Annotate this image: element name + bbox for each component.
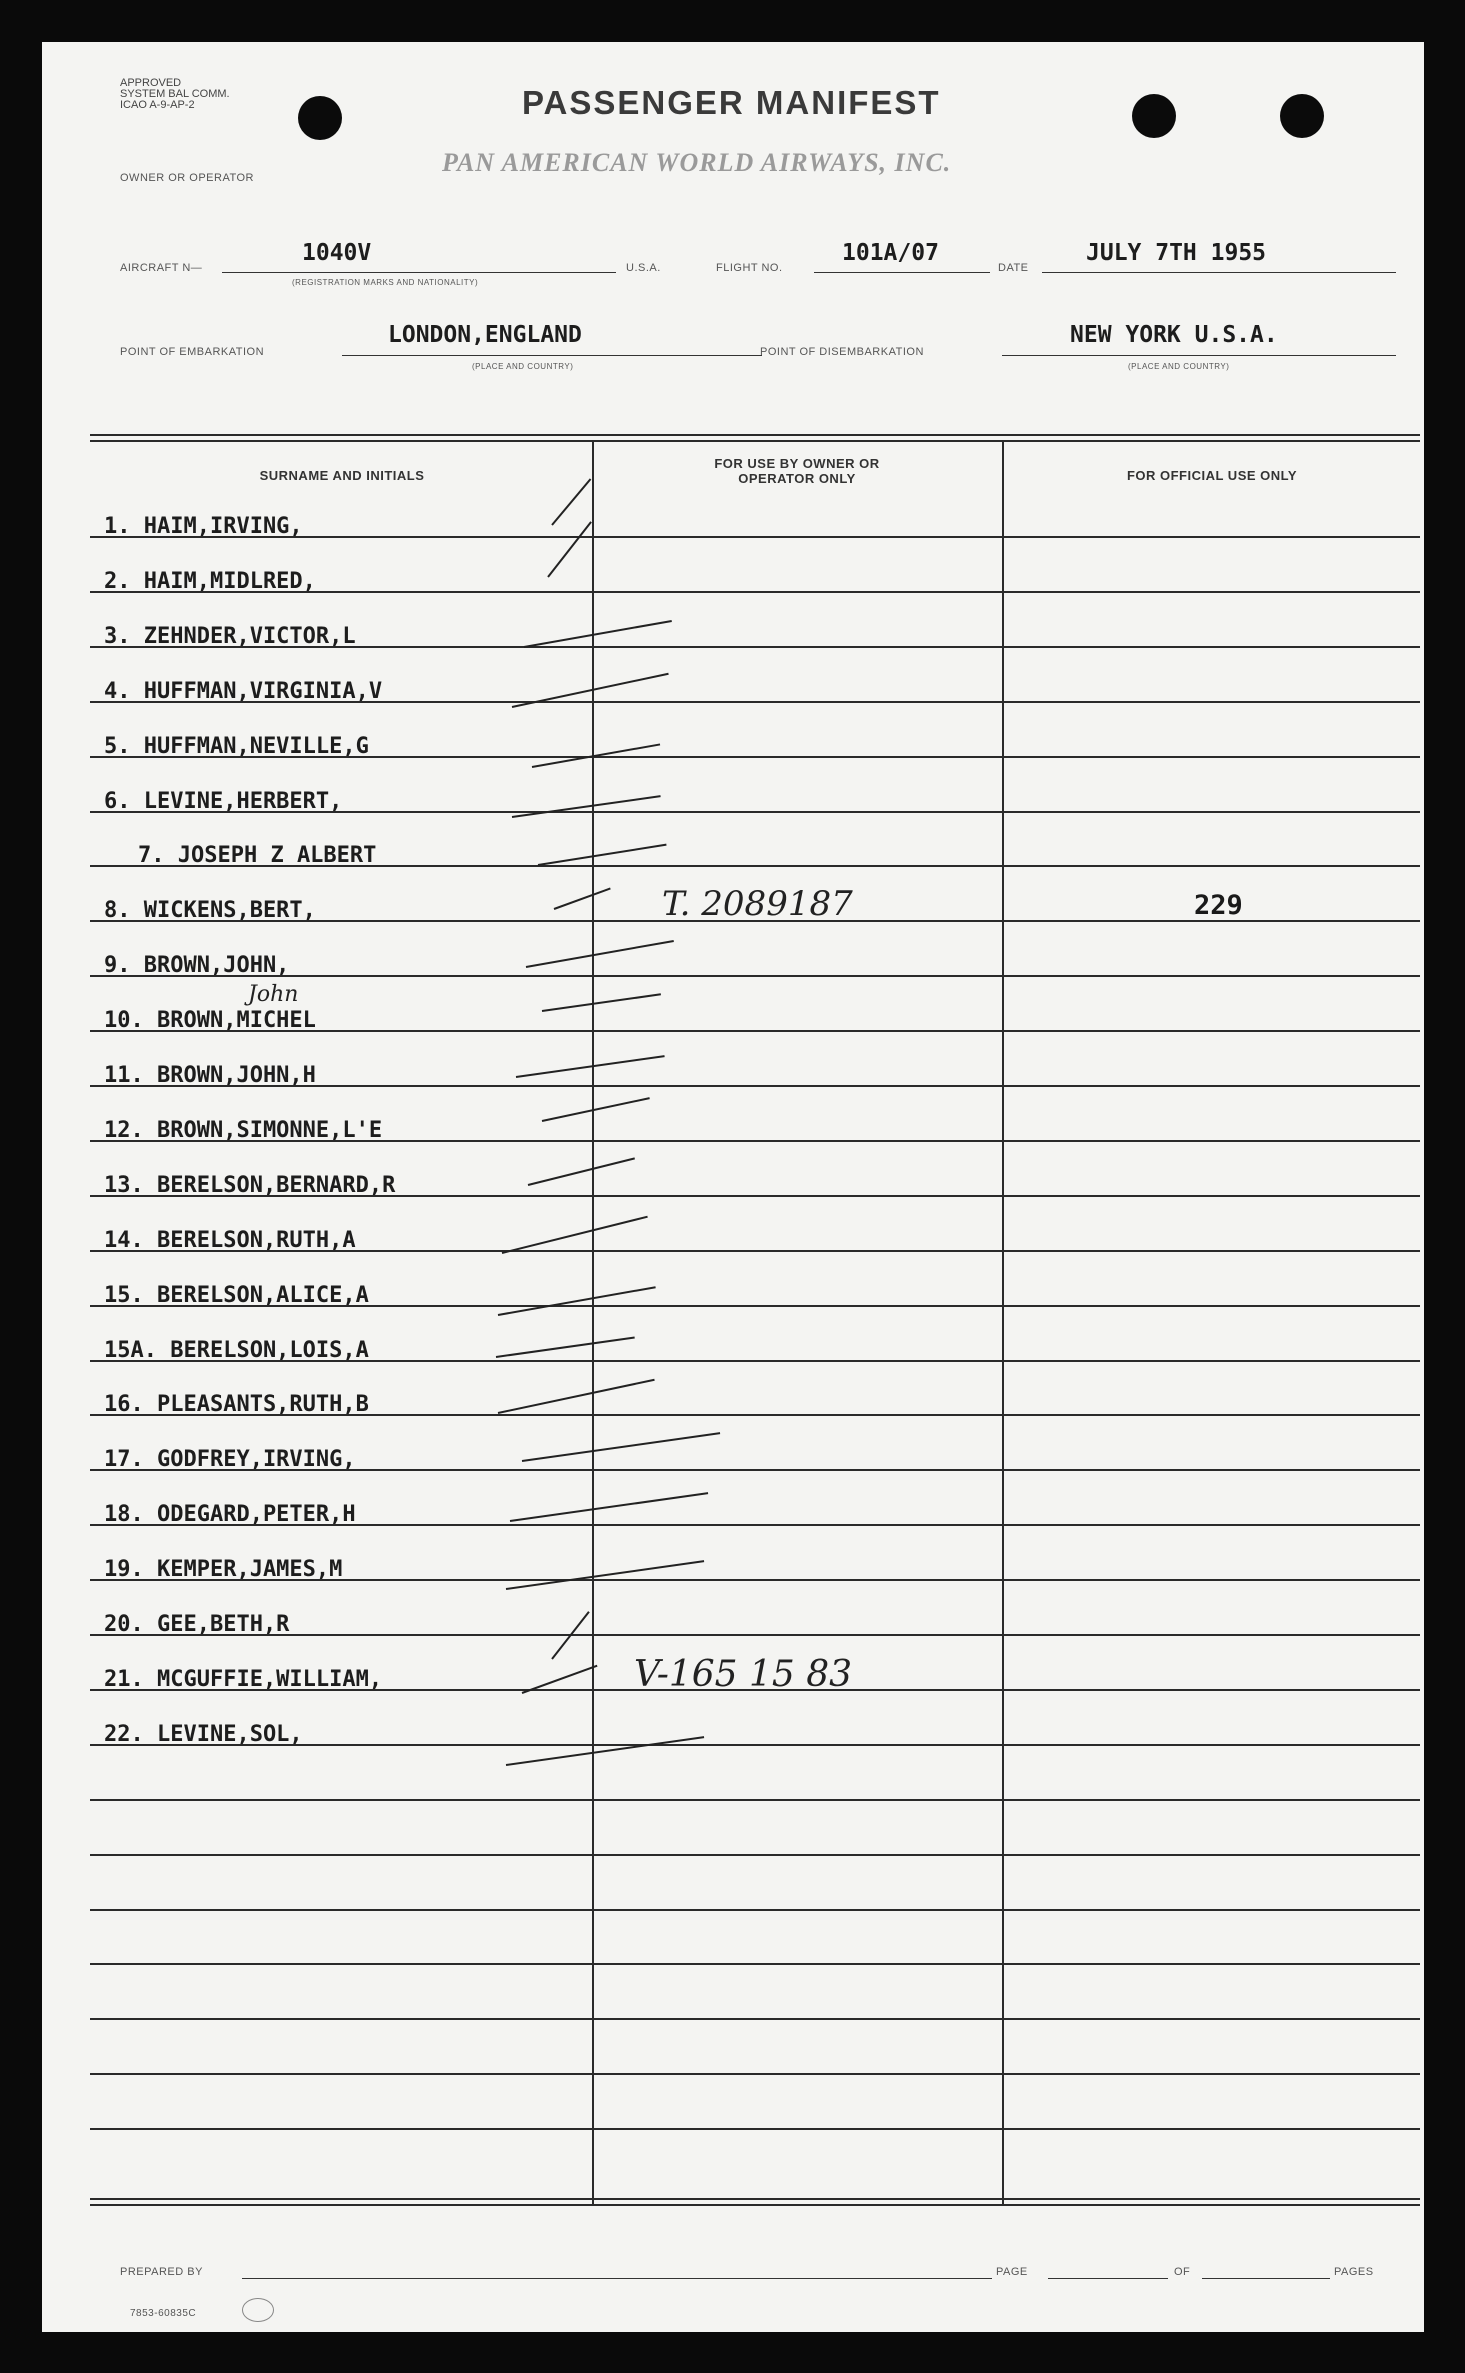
row-line: [90, 2073, 1420, 2075]
passenger-name: 16. PLEASANTS,RUTH,B: [104, 1392, 369, 1418]
passenger-name: 15. BERELSON,ALICE,A: [104, 1282, 369, 1308]
approval-line: APPROVED: [120, 77, 182, 89]
check-mark: [542, 1097, 650, 1122]
official-use-header: FOR OFFICIAL USE ONLY: [1126, 468, 1298, 483]
disembark-label: POINT OF DISEMBARKATION: [760, 346, 924, 358]
embark-label: POINT OF EMBARKATION: [120, 346, 265, 358]
aircraft-value: 1040V: [302, 240, 372, 266]
check-mark: [506, 1736, 704, 1766]
table-bottom-rule: [90, 2198, 1420, 2200]
passenger-name: 18. ODEGARD,PETER,H: [104, 1502, 356, 1528]
row-line: [90, 1634, 1420, 1636]
date-value: JULY 7TH 1955: [1086, 240, 1267, 266]
passenger-name: 8. WICKENS,BERT,: [104, 898, 316, 924]
punch-hole: [298, 96, 342, 140]
usa-label: U.S.A.: [626, 262, 661, 274]
passenger-name: 12. BROWN,SIMONNE,L'E: [104, 1117, 383, 1143]
row-line: [90, 1799, 1420, 1801]
company-name: PAN AMERICAN WORLD AIRWAYS, INC.: [442, 148, 952, 177]
passenger-name: 19. KEMPER,JAMES,M: [104, 1557, 343, 1583]
passenger-name: 13. BERELSON,BERNARD,R: [104, 1172, 396, 1198]
check-mark: [526, 940, 674, 968]
row-line: [90, 2128, 1420, 2130]
passenger-name: 3. ZEHNDER,VICTOR,L: [104, 623, 356, 649]
column-divider: [592, 440, 594, 2206]
check-mark: [496, 1337, 635, 1358]
check-mark: [538, 844, 667, 866]
check-mark: [528, 1157, 635, 1186]
passenger-name: 10. BROWN,MICHEL: [104, 1008, 316, 1034]
pages-label: PAGES: [1334, 2266, 1374, 2278]
check-mark: [506, 1560, 704, 1590]
row-line: [90, 2018, 1420, 2020]
aircraft-underline: [222, 272, 616, 273]
check-mark: [516, 1055, 665, 1078]
passenger-name: 4. HUFFMAN,VIRGINIA,V: [104, 678, 383, 704]
approval-line: ICAO A-9-AP-2: [120, 99, 195, 111]
check-mark: [502, 1216, 648, 1254]
approval-line: SYSTEM BAL COMM.: [120, 88, 230, 100]
disembark-value: NEW YORK U.S.A.: [1070, 322, 1278, 348]
prepared-by-label: PREPARED BY: [120, 2266, 203, 2278]
flight-underline: [814, 272, 990, 273]
row8-owner-note: T. 2089187: [662, 884, 853, 924]
check-mark: [498, 1379, 655, 1414]
table-top-rule: [90, 434, 1420, 436]
row-line: [90, 975, 1420, 977]
check-mark: [512, 673, 669, 708]
check-mark: [547, 521, 592, 577]
row8-official-number: 229: [1194, 890, 1243, 921]
passenger-name: 5. HUFFMAN,NEVILLE,G: [104, 733, 369, 759]
aircraft-label: AIRCRAFT N—: [120, 262, 203, 274]
disembark-underline: [1002, 355, 1396, 356]
embark-caption: (PLACE AND COUNTRY): [472, 362, 574, 371]
punch-hole: [1132, 94, 1176, 138]
embark-value: LONDON,ENGLAND: [388, 322, 582, 348]
column-divider: [1002, 440, 1004, 2206]
check-mark: [512, 795, 661, 818]
form-title: PASSENGER MANIFEST: [522, 84, 941, 121]
of-label: OF: [1174, 2266, 1191, 2278]
row-line: [90, 1963, 1420, 1965]
date-label: DATE: [998, 262, 1029, 274]
passenger-name: 20. GEE,BETH,R: [104, 1612, 290, 1637]
row-line: [90, 1909, 1420, 1911]
passenger-name: 6. LEVINE,HERBERT,: [104, 788, 343, 814]
passenger-name: 1. HAIM,IRVING,: [104, 514, 303, 539]
flight-value: 101A/07: [842, 240, 939, 266]
row-line: [90, 1854, 1420, 1856]
embark-underline: [342, 355, 762, 356]
punch-hole: [1280, 94, 1324, 138]
passenger-name: 2. HAIM,MIDLRED,: [104, 568, 316, 594]
check-mark: [498, 1286, 656, 1316]
page-underline: [1048, 2278, 1168, 2279]
check-mark: [522, 1432, 720, 1462]
of-underline: [1202, 2278, 1330, 2279]
passenger-name: 21. MCGUFFIE,WILLIAM,: [104, 1666, 383, 1692]
row10-correction: John: [248, 982, 299, 1007]
disembark-caption: (PLACE AND COUNTRY): [1128, 362, 1230, 371]
manifest-sheet: [42, 42, 1424, 2332]
check-mark: [554, 888, 611, 910]
surname-header: SURNAME AND INITIALS: [259, 468, 425, 483]
check-mark: [551, 478, 591, 525]
prepared-by-underline: [242, 2278, 992, 2279]
flight-label: FLIGHT NO.: [716, 262, 783, 274]
passenger-name: 9. BROWN,JOHN,: [104, 953, 290, 979]
approval-text: [120, 78, 230, 111]
check-mark: [510, 1492, 708, 1522]
passenger-name: 15A. BERELSON,LOIS,A: [104, 1337, 369, 1363]
owner-label: OWNER OR OPERATOR: [120, 172, 254, 184]
check-mark: [524, 620, 672, 648]
registration-caption: (REGISTRATION MARKS AND NATIONALITY): [292, 278, 479, 287]
union-label-icon: [242, 2298, 274, 2322]
form-number: 7853-60835C: [130, 2308, 197, 2319]
table-top-rule: [90, 440, 1420, 442]
passenger-name: 17. GODFREY,IRVING,: [104, 1447, 356, 1473]
passenger-name: 22. LEVINE,SOL,: [104, 1721, 303, 1747]
check-mark: [542, 993, 661, 1012]
passenger-name: 11. BROWN,JOHN,H: [104, 1063, 316, 1088]
row21-owner-note: V-165 15 83: [634, 1654, 853, 1695]
table-bottom-rule: [90, 2204, 1420, 2206]
owner-use-header: FOR USE BY OWNER OR OPERATOR ONLY: [714, 456, 880, 486]
passenger-name: 7. JOSEPH Z ALBERT: [138, 843, 377, 869]
date-underline: [1042, 272, 1396, 273]
passenger-name: 14. BERELSON,RUTH,A: [104, 1227, 356, 1253]
page-label: PAGE: [996, 2266, 1028, 2278]
